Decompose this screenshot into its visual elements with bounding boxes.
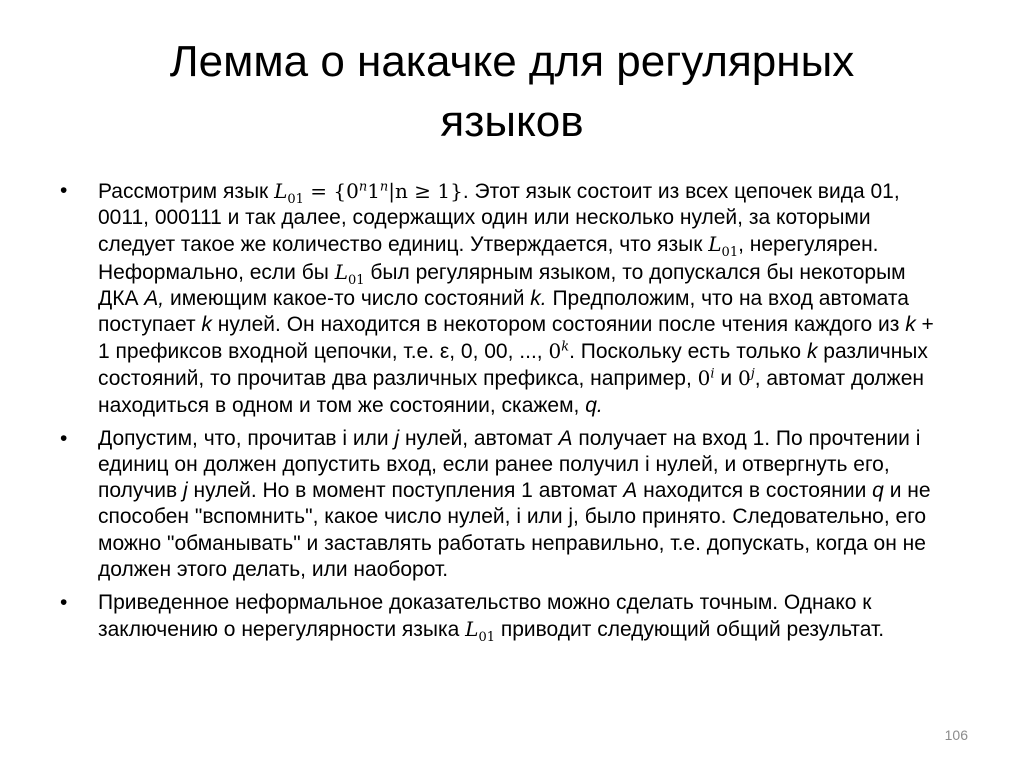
slide-title [60,32,964,152]
text-segment: нулей. Но в момент поступления 1 автомат [187,479,624,503]
math-power [548,339,569,363]
bullet-item-3 [60,590,950,646]
math-language-ref [708,232,739,261]
math-base: 0 [697,366,711,391]
text-segment: . Поскольку есть только [569,340,807,364]
italic-term: j [183,479,188,503]
math-subscript: 01 [478,630,495,646]
math-op: 1 [367,179,380,203]
text-segment: был регулярным языком, то допускался бы некоторым ДКА [98,260,906,310]
math-language-ref [334,259,365,288]
math-op: |n ≥ 1} [388,179,463,203]
math-var: L [465,617,479,642]
italic-term: k [201,313,212,337]
text-segment: и [714,367,738,391]
math-superscript: k [561,339,570,355]
text-segment: различных состояний, то прочитав два различных префикса, например, [98,340,928,391]
math-superscript: n [379,179,389,195]
math-language-def [274,179,463,207]
text-segment: находится в состоянии [637,479,873,503]
text-segment: получает на вход 1. По прочтении i единиц он должен допустить вход, если ранее получил i нулей, и отвергнуть его, получив [98,426,921,503]
italic-term: j [394,426,400,450]
math-base: 0 [548,339,562,364]
text-segment: + 1 префиксов входной цепочки, т.е. ε, 0, 00, ..., [98,313,934,364]
page-number: 106 [944,727,968,743]
title-line-2: языков [440,97,584,146]
text-segment: Рассмотрим язык [98,180,275,203]
math-subscript: 01 [287,192,304,207]
text-segment: . Этот язык состоит из всех цепочек вида 01, 0011, 000111 и так далее, содержащих один или несколько нулей, за которыми следует такое же количество единиц. Утверждается, что язык [98,180,900,257]
italic-term: A [558,426,573,450]
italic-term: k [806,340,818,364]
italic-term: A, [144,286,165,310]
bullet-item-2 [60,426,950,583]
title-line-1: Лемма о накачке для регулярных [169,37,855,86]
math-superscript: i [710,366,715,382]
italic-term: A [623,479,638,503]
math-superscript: j [750,366,755,382]
slide-content [60,178,950,650]
text-segment: Приведенное неформальное доказательство можно сделать точным. Однако к заключению о нерегулярности языка [98,591,872,642]
math-superscript: n [358,179,368,195]
italic-term: q. [585,393,603,417]
text-segment: и не способен "вспомнить", какое число нулей, i или j, было принято. Следовательно, его можно "обманывать" и заставлять работать неправильно, т.е. допускать, когда он не должен этого делать, или наоборот. [98,479,931,581]
italic-term: k [905,313,916,337]
text-segment: , нерегулярен. Неформально, если бы [98,233,879,284]
math-subscript: 01 [347,272,365,288]
math-var: L [274,179,288,203]
text-segment: приводит следующий общий результат. [495,618,885,642]
math-language-ref [465,617,495,646]
text-segment: Допустим, что, прочитав i или [98,426,395,450]
math-var: L [708,232,722,257]
math-var: L [334,259,348,284]
text-segment: имеющим какое-то число состояний [164,286,531,310]
text-segment: нулей, автомат [399,426,559,450]
bullet-item-1 [60,178,950,419]
text-segment: Предположим, что на вход автомата поступает [98,286,909,337]
text-segment: нулей. Он находится в некотором состоянии после чтения каждого из [211,313,906,337]
italic-term: k. [530,286,547,310]
math-op: = {0 [303,179,359,203]
math-subscript: 01 [721,245,739,261]
math-power [738,366,755,390]
math-power [698,366,715,390]
text-segment: , автомат должен находиться в одном и том же состоянии, скажем, [98,367,924,417]
italic-term: q [872,479,884,503]
math-base: 0 [737,366,751,391]
